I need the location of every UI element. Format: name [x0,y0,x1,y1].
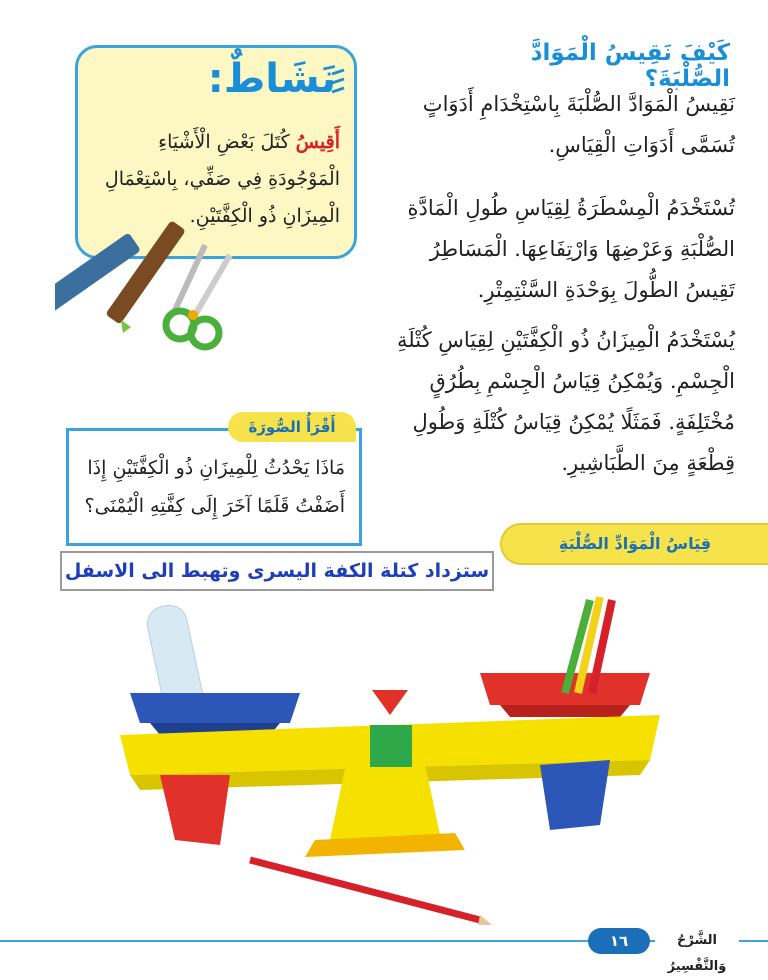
lesson-paragraph-1: نَقِيسُ الْمَوَادَّ الصُّلْبَةَ بِاسْتِخْدَامِ أَدَوَاتٍ تُسَمَّى أَدَوَاتِ الْقِيَاسِ. [422,92,735,157]
activity-body: كُتَلَ بَعْضِ الْأَشْيَاءِ الْمَوْجُودَةِ فِي صَفِّي، بِاسْتِعْمَالِ الْمِيزَانِ ذُو الْكِفَّتَيْنِ. [104,131,340,227]
read-picture-box [66,428,362,546]
speed-lines-icon [330,68,346,98]
balance-scale-illustration [120,575,660,935]
scissors-icon [166,245,230,347]
left-pan-icon [130,693,300,735]
red-pencil-icon [250,860,492,925]
green-weight-icon [370,725,412,767]
footer-section-label: الشَّرْحُ وَالتَّفْسِيرُ [655,928,739,954]
page-number: ١٦ [588,928,650,954]
footer-line [0,940,768,942]
answer-box[interactable]: ستزداد كتلة الكفة اليسرى وتهبط الى الاسفل [60,551,494,591]
pointer-icon [372,690,408,715]
read-picture-question: مَاذَا يَحْدُثُ لِلْمِيزَانِ ذُو الْكِفَّتَيْنِ إِذَا أَضَفْتُ قَلَمًا آخَرَ إِلَى كِفَّتِهِ الْيُمْنَى؟ [84,457,345,517]
section-banner: قِيَاسُ الْمَوَادِّ الصُّلْبَةِ [500,523,768,565]
crayons-scissors-illustration [55,215,255,355]
read-picture-tab: أَقْرَأُ الصُّورَةَ [228,412,356,442]
activity-title: نَشَاطٌ: [207,56,336,102]
activity-verb: أَقِيسُ [295,131,340,153]
lesson-title: كَيْفَ نَقِيسُ الْمَوَادَّ الصُّلْبَةَ؟ [530,40,730,92]
lesson-paragraph-2: تُسْتَخْدَمُ الْمِسْطَرَةُ لِقِيَاسِ طُولِ الْمَادَّةِ الصُّلْبَةِ وَعَرْضِهَا وَارْتِفَاعِهَا. الْمَسَاطِرُ تَقِيسُ الطُّولَ بِوَحْدَةِ السَّنْتِمِتْرِ. [407,196,735,302]
lesson-paragraph-3: يُسْتَخْدَمُ الْمِيزَانُ ذُو الْكِفَّتَيْنِ لِقِيَاسِ كُتْلَةِ الْجِسْمِ. وَيُمْكِنُ قِيَاسُ الْجِسْمِ بِطُرُقٍ مُخْتَلِفَةٍ. فَمَثَلًا يُمْكِنُ قِيَاسُ كُتْلَةِ وَطُولِ قِطْعَةٍ مِنَ الطَّبَاشِيرِ. [397,328,735,475]
